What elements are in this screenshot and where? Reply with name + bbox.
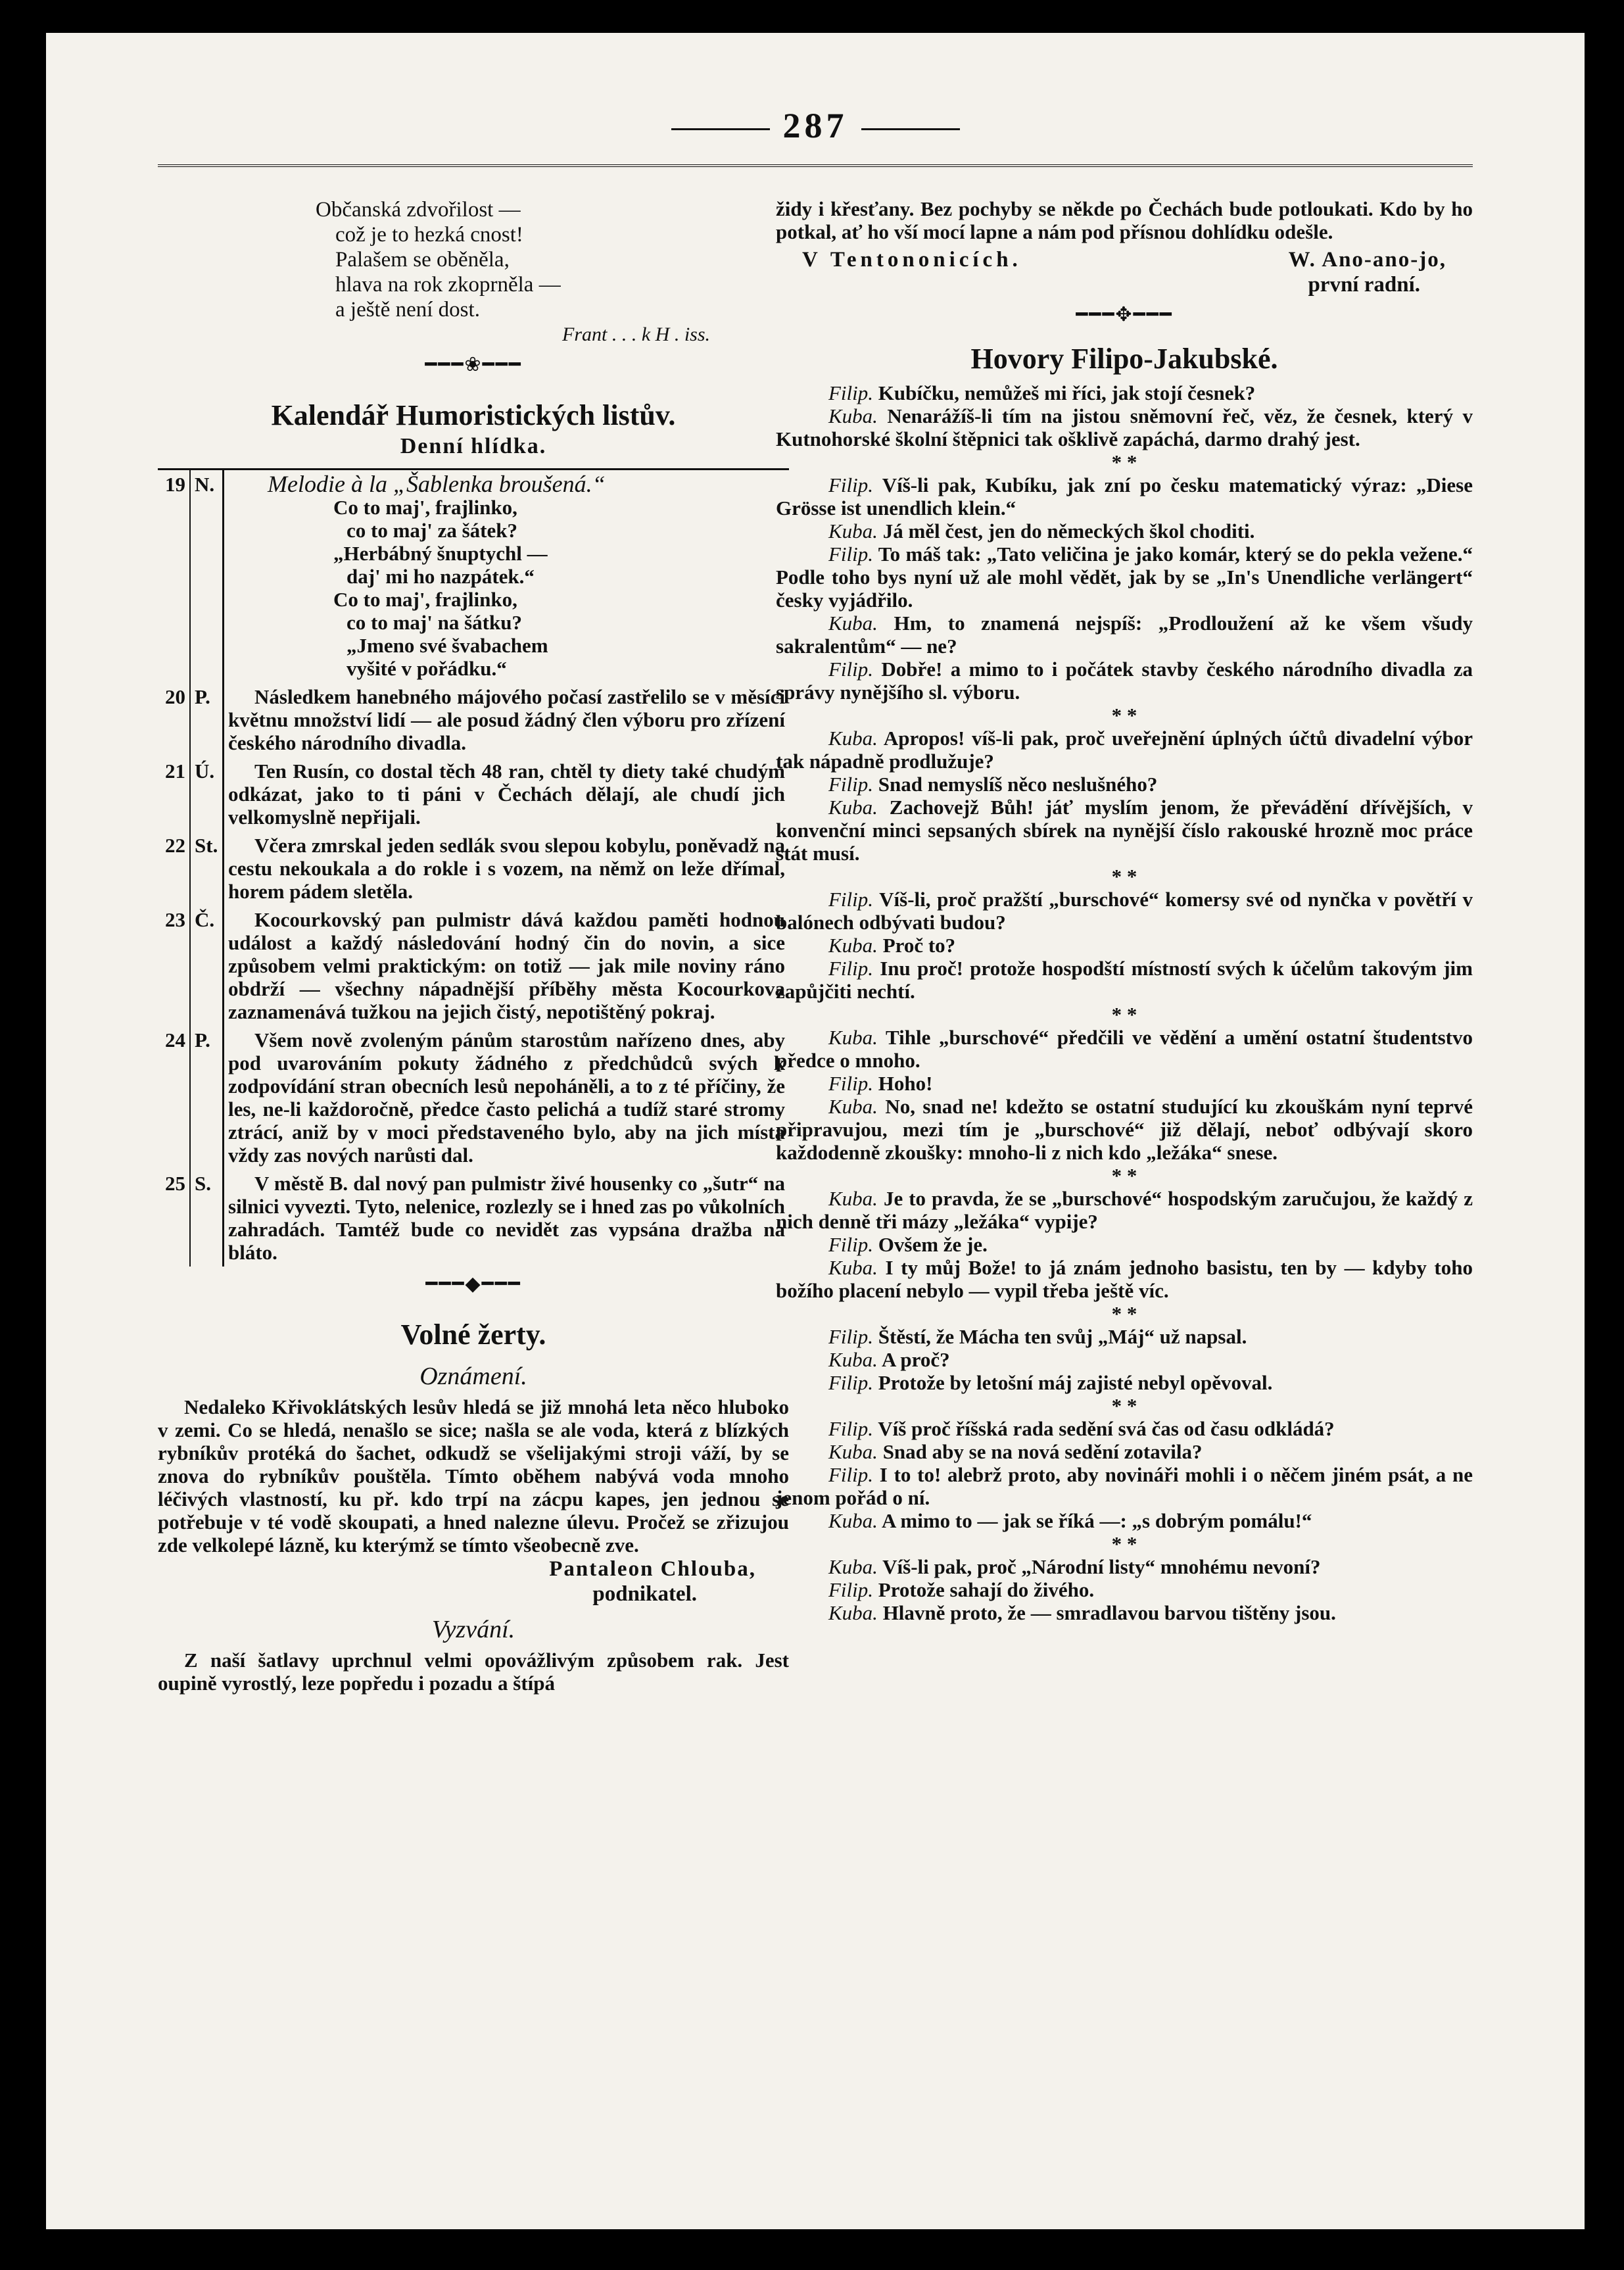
dialogue-text: Apropos! víš-li pak, proč uveřejnění úplných účtů divadelní výbor tak nápadně prodlužuje? bbox=[776, 727, 1473, 773]
dialogue-text: Inu proč! protože hospodští místností svých k účelům takovým jim zapůjčiti nechtí. bbox=[776, 957, 1473, 1003]
dialogue-text: Je to pravda, že se „burschové“ hospodským zaručujou, že každý z nich denně tři mázy „ležáka“ vypije? bbox=[776, 1187, 1473, 1233]
dialogue-line bbox=[776, 473, 1473, 519]
speaker-name: Filip. bbox=[828, 1371, 874, 1394]
hovory-title: Hovory Filipo-Jakubské. bbox=[970, 343, 1278, 375]
calendar-row bbox=[158, 683, 789, 757]
song-line: vyšité v pořádku.“ bbox=[346, 657, 507, 680]
speaker-name: Filip. bbox=[828, 1417, 874, 1440]
dialogue-line bbox=[776, 404, 1473, 450]
dialogue-line bbox=[776, 1233, 1473, 1256]
calendar-day: 20 bbox=[158, 683, 190, 757]
section-separator: * * bbox=[1111, 1003, 1137, 1026]
dialogue-text: Víš proč říšská rada sedění svá čas od času odkládá? bbox=[873, 1417, 1335, 1440]
dialogue-line bbox=[776, 1026, 1473, 1072]
left-column bbox=[158, 197, 789, 1695]
dialogue-line bbox=[776, 519, 1473, 543]
speaker-name: Filip. bbox=[828, 1233, 874, 1256]
dialogue-text: Já měl čest, jen do německých škol choditi. bbox=[877, 519, 1255, 543]
dialogue-text: Víš-li, proč pražští „burschové“ komersy své od nynčka v povětří v balónech odbývati budou? bbox=[776, 888, 1473, 934]
dialogue-text: Ovšem že je. bbox=[873, 1233, 988, 1256]
dialogue-text: A proč? bbox=[877, 1348, 950, 1371]
dialogue-text: Hlavně proto, že — smradlavou barvou tištěny jsou. bbox=[877, 1601, 1336, 1624]
song-line: Co to maj', frajlinko, bbox=[333, 588, 517, 611]
vyzvani-title: Vyzvání. bbox=[431, 1616, 515, 1643]
song-line: daj' mi ho nazpátek.“ bbox=[346, 565, 535, 588]
calendar-entry: Následkem hanebného májového počasí zastřelilo se v měsíci květnu množství lidí — ale posud žádný člen výboru pro zřízení českého národního divadla. bbox=[228, 685, 785, 754]
oznameni-signature-title: podnikatel. bbox=[592, 1582, 697, 1606]
calendar-row bbox=[158, 906, 789, 1026]
calendar-entry: Všem nově zvoleným pánům starostům nařízeno dnes, aby pod uvarováním pokuty žádného z předchůdců svých k zodpovídání stran obecních lesů nepoháněli, a to z té příčiny, že les, ne-li každoročně, předce často pelichá a tudíž staré stromy ztrácí, aniž by v moci představeného bylo, aby na jich místa vždy zas nových narůsti dal. bbox=[228, 1028, 785, 1167]
speaker-name: Kuba. bbox=[828, 1187, 878, 1210]
calendar-row bbox=[158, 1026, 789, 1169]
calendar-day: 19 bbox=[158, 470, 190, 683]
speaker-name: Kuba. bbox=[828, 1095, 878, 1118]
vyzvani-text: Z naší šatlavy uprchnul velmi opovážlivým způsobem rak. Jest oupině vyrostlý, leze popředu i pozadu a štípá bbox=[158, 1649, 789, 1695]
speaker-name: Filip. bbox=[828, 1578, 874, 1601]
dialogue-line bbox=[776, 1187, 1473, 1233]
speaker-name: Filip. bbox=[828, 773, 874, 796]
dialogue-text: Zachovejž Bůh! jáť myslím jenom, že převádění dřívějších, v konvenční minci sepsaných sbírek na nynější číslo rakouské hrozně moc práce stát musí. bbox=[776, 796, 1473, 865]
dialogue-line bbox=[776, 381, 1473, 404]
calendar-row bbox=[158, 831, 789, 906]
speaker-name: Kuba. bbox=[828, 1555, 878, 1578]
calendar-weekday: S. bbox=[190, 1169, 224, 1267]
dialogue-line bbox=[776, 1509, 1473, 1532]
dialogue-text: Dobře! a mimo to i počátek stavby českého národního divadla za správy nynějšího sl. výboru. bbox=[776, 658, 1473, 704]
speaker-name: Filip. bbox=[828, 543, 874, 566]
calendar-entry: Ten Rusín, co dostal těch 48 ran, chtěl ty diety také chudým odkázat, jako to ti páni v Čechách dělají, ale chudí jich velkomyslně nepřijali. bbox=[228, 760, 785, 829]
calendar-weekday: P. bbox=[190, 1026, 224, 1169]
poem-line: hlava na rok zkoprněla — bbox=[335, 273, 561, 297]
dialogue-text: Nenarážíš-li tím na jistou sněmovní řeč, věz, že česnek, který v Kutnohorské školní štěpnici tak ošklivě zapáchá, darmo drahý jest. bbox=[776, 404, 1473, 450]
dialogue-text: Proč to? bbox=[877, 934, 956, 957]
section-separator: * * bbox=[1111, 1302, 1137, 1325]
speaker-name: Kuba. bbox=[828, 1026, 878, 1049]
poem-line: a ještě není dost. bbox=[335, 298, 480, 322]
signature-name: W. Ano-ano-jo, bbox=[1288, 248, 1446, 272]
section-title-volne: Volné žerty. bbox=[400, 1318, 546, 1351]
calendar-entry: V městě B. dal nový pan pulmistr živé housenky co „šutr“ na silnici vyvezti. Tyto, nelenice, rozlezly se i hned zas po vůkolních zahradách. Tamtéž bude co nevidět zas vypsána dražba na bláto. bbox=[228, 1172, 785, 1264]
dialogue-line bbox=[776, 1555, 1473, 1578]
speaker-name: Filip. bbox=[828, 381, 874, 404]
speaker-name: Filip. bbox=[828, 658, 874, 681]
section-separator: * * bbox=[1111, 1394, 1137, 1417]
dialogue-text: Víš-li pak, proč „Národní listy“ mnohému nevoní? bbox=[877, 1555, 1321, 1578]
speaker-name: Filip. bbox=[828, 1325, 874, 1348]
section-separator: * * bbox=[1111, 704, 1137, 727]
speaker-name: Kuba. bbox=[828, 1440, 878, 1463]
speaker-name: Kuba. bbox=[828, 1348, 878, 1371]
speaker-name: Filip. bbox=[828, 1463, 874, 1486]
speaker-name: Filip. bbox=[828, 473, 874, 496]
melody-heading: Melodie à la „Šablenka broušená.“ bbox=[268, 471, 606, 497]
section-separator: * * bbox=[1111, 450, 1137, 473]
oznameni-text: Nedaleko Křivoklátských lesův hledá se již mnohá leta něco hluboko v zemi. Co se hledá, nenašlo se sice; našla se ale voda, která z blízkých rybníkův protéká do šachet, odkudž se všelijakými stroji váží, by se znova do rybníkův pouštěla. Tímto oběhem nabývá voda mnoho léčivých vlastností, ku př. kdo trpí na zácpu kapes, jen jednou se potřebuje v té vodě skoupati, a hned nalezne úlevu. Pročež se zřizujou zde velkolepé lázně, ku kterýmž se tímto všeobecně zve. bbox=[158, 1395, 789, 1557]
calendar-day: 22 bbox=[158, 831, 190, 906]
speaker-name: Kuba. bbox=[828, 727, 878, 750]
speaker-name: Kuba. bbox=[828, 1509, 878, 1532]
dialogue-line bbox=[776, 957, 1473, 1003]
poem-line: Palašem se oběněla, bbox=[335, 248, 510, 272]
dialogue-line bbox=[776, 727, 1473, 773]
section-separator: * * bbox=[1111, 1532, 1137, 1555]
dialogue-text: A mimo to — jak se říká —: „s dobrým pomálu!“ bbox=[877, 1509, 1312, 1532]
dialogue-line bbox=[776, 934, 1473, 957]
dialogue-line bbox=[776, 1463, 1473, 1509]
dialogue-line bbox=[776, 1371, 1473, 1394]
dialogue-text: Tihle „burschové“ předčili ve vědění a umění ostatní študentstvo předce o mnoho. bbox=[776, 1026, 1473, 1072]
dialogue-line bbox=[776, 1072, 1473, 1095]
dialogue-section bbox=[776, 381, 1473, 1624]
speaker-name: Kuba. bbox=[828, 519, 878, 543]
dialogue-text: Snad aby se na nová sedění zotavila? bbox=[877, 1440, 1203, 1463]
calendar-day: 21 bbox=[158, 757, 190, 831]
calendar-row bbox=[158, 470, 789, 683]
calendar-weekday: N. bbox=[190, 470, 224, 683]
song-line: „Jmeno své švabachem bbox=[346, 634, 548, 657]
calendar-entry bbox=[224, 470, 790, 683]
oznameni-title: Oznámení. bbox=[419, 1363, 527, 1390]
song-line: Co to maj', frajlinko, bbox=[333, 496, 517, 519]
speaker-name: Filip. bbox=[828, 888, 874, 911]
calendar-weekday: St. bbox=[190, 831, 224, 906]
calendar-weekday: Č. bbox=[190, 906, 224, 1026]
dialogue-line bbox=[776, 1348, 1473, 1371]
speaker-name: Kuba. bbox=[828, 404, 878, 427]
section-separator: * * bbox=[1111, 865, 1137, 888]
dialogue-line bbox=[776, 1601, 1473, 1624]
song-line: „Herbábný šnuptychl — bbox=[333, 542, 548, 565]
dialogue-line bbox=[776, 543, 1473, 612]
dialogue-text: I ty můj Bože! to já znám jednoho basistu, ten by — kdyby toho božího placení nebylo — vypil třeba ještě víc. bbox=[776, 1256, 1473, 1302]
speaker-name: Kuba. bbox=[828, 612, 878, 635]
opening-poem bbox=[158, 197, 789, 322]
dialogue-text: Štěstí, že Mácha ten svůj „Máj“ už napsal. bbox=[873, 1325, 1247, 1348]
calendar-weekday: Ú. bbox=[190, 757, 224, 831]
speaker-name: Filip. bbox=[828, 957, 874, 980]
dialogue-line bbox=[776, 1325, 1473, 1348]
dialogue-line bbox=[776, 1095, 1473, 1164]
calendar-day: 23 bbox=[158, 906, 190, 1026]
oznameni-signature: Pantaleon Chlouba, bbox=[549, 1557, 756, 1581]
dialogue-text: Kubíčku, nemůžeš mi říci, jak stojí česnek? bbox=[873, 381, 1256, 404]
calendar-entry: Kocourkovský pan pulmistr dává každou paměti hodnou událost a každý následování hodný čin do novin, a sice způsobem velmi praktickým: on totiž — jak mile noviny ráno obdrží — všechny nápadnější příběhy města Kocourkova zaznamenává tužkou na jejich čistý, nepotištěný pokraj. bbox=[228, 908, 785, 1023]
calendar-title: Kalendář Humoristických listův. bbox=[271, 399, 676, 431]
dialogue-text: To máš tak: „Tato veličina je jako komár, který se do pekla vežene.“ Podle toho bys nyní už ale mohl vědět, jak by se „In's Unendliche verlängert“ česky vyjádřilo. bbox=[776, 543, 1473, 612]
dialogue-line bbox=[776, 796, 1473, 865]
dialogue-line bbox=[776, 1417, 1473, 1440]
speaker-name: Kuba. bbox=[828, 796, 878, 819]
dialogue-text: Protože by letošní máj zajisté nebyl opěvoval. bbox=[873, 1371, 1273, 1394]
dialogue-line bbox=[776, 1440, 1473, 1463]
place-name: V Tentononicích. bbox=[802, 248, 1022, 272]
calendar-row bbox=[158, 757, 789, 831]
speaker-name: Kuba. bbox=[828, 1256, 878, 1279]
section-separator: * * bbox=[1111, 1164, 1137, 1187]
dialogue-line bbox=[776, 612, 1473, 658]
calendar-subtitle: Denní hlídka. bbox=[400, 434, 547, 458]
dialogue-line bbox=[776, 1578, 1473, 1601]
speaker-name: Kuba. bbox=[828, 934, 878, 957]
dialogue-line bbox=[776, 773, 1473, 796]
dialogue-line bbox=[776, 658, 1473, 704]
dialogue-text: Hoho! bbox=[873, 1072, 933, 1095]
calendar-table bbox=[158, 468, 789, 1267]
dialogue-text: Víš-li pak, Kubíku, jak zní po česku matematický výraz: „Diese Grösse ist unendlich klein.“ bbox=[776, 473, 1473, 519]
ornament-divider: ━━━❀━━━ bbox=[425, 354, 522, 375]
poem-signature: Frant . . . k H . iss. bbox=[562, 324, 710, 345]
dialogue-line bbox=[776, 888, 1473, 934]
header-rule bbox=[158, 164, 1473, 171]
dialogue-line bbox=[776, 1256, 1473, 1302]
continued-text: židy i křesťany. Bez pochyby se někde po Čechách bude potloukati. Kdo by ho potkal, ať ho vší mocí lapne a nám pod přísnou dohlídku odešle. bbox=[776, 197, 1473, 243]
dialogue-text: I to to! alebrž proto, aby novináři mohli i o něčem jiném psát, a ne jenom pořád o ní. bbox=[776, 1463, 1473, 1509]
speaker-name: Kuba. bbox=[828, 1601, 878, 1624]
speaker-name: Filip. bbox=[828, 1072, 874, 1095]
ornament-divider: ━━━◆━━━ bbox=[425, 1273, 521, 1295]
calendar-row bbox=[158, 1169, 789, 1267]
signature-title: první radní. bbox=[1308, 273, 1420, 297]
poem-line: Občanská zdvořilost — bbox=[316, 198, 521, 222]
signature-row bbox=[776, 247, 1473, 272]
dialogue-text: Snad nemyslíš něco neslušného? bbox=[873, 773, 1158, 796]
poem-line: což je to hezká cnost! bbox=[335, 223, 523, 247]
calendar-entry: Včera zmrskal jeden sedlák svou slepou kobylu, poněvadž na cestu nekoukala a do rokle i s vozem, na němž on leže dřímal, horem pádem sletěla. bbox=[228, 834, 785, 903]
calendar-day: 24 bbox=[158, 1026, 190, 1169]
dialogue-text: Hm, to znamená nejspíš: „Prodloužení až ke všem všudy sakralentům“ — ne? bbox=[776, 612, 1473, 658]
page-number: 287 bbox=[46, 105, 1585, 146]
calendar-weekday: P. bbox=[190, 683, 224, 757]
ornament-divider: ━━━✥━━━ bbox=[1076, 304, 1173, 326]
song-line: co to maj' za šátek? bbox=[346, 519, 517, 542]
dialogue-text: Protože sahají do živého. bbox=[873, 1578, 1095, 1601]
song-line: co to maj' na šátku? bbox=[346, 611, 522, 634]
newspaper-page bbox=[46, 33, 1585, 2229]
dialogue-text: No, snad ne! kdežto se ostatní studující ku zkouškám nyní teprvé připravujou, mezi tím je „burschové“ již dělají, neboť odbývají skoro každodenně zkoušky: mnoho-li z nich kdo „ležáka“ snese. bbox=[776, 1095, 1473, 1164]
right-column bbox=[776, 197, 1473, 1624]
calendar-day: 25 bbox=[158, 1169, 190, 1267]
